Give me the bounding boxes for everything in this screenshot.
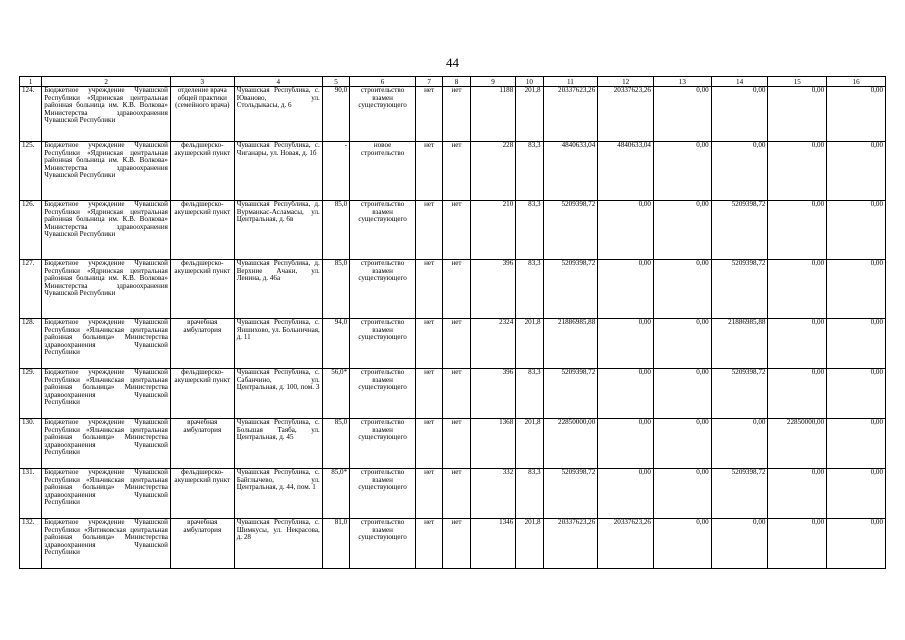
col-8-value: нет — [443, 87, 470, 142]
facility-type: врачебная амбулатория — [170, 419, 234, 469]
table-row — [20, 260, 886, 319]
row-number: 131. — [20, 469, 42, 519]
col-12-value: 0,00 — [598, 319, 654, 369]
area-value: 85,0* — [322, 469, 349, 519]
table-row — [20, 87, 886, 142]
col-8-value: нет — [443, 369, 470, 419]
work-type: новое строительство — [350, 142, 416, 201]
work-type: строительство взамен существующего — [350, 519, 416, 569]
col-11-value: 20337623,26 — [543, 519, 598, 569]
page-number: 44 — [446, 55, 459, 70]
col-15-value: 0,00 — [768, 201, 827, 260]
area-value: 90,0 — [322, 87, 349, 142]
column-header: 16 — [827, 77, 886, 87]
col-12-value: 20337623,26 — [598, 519, 654, 569]
col-7-value: нет — [415, 369, 442, 419]
col-13-value: 0,00 — [653, 319, 711, 369]
row-number: 128. — [20, 319, 42, 369]
col-16-value: 0,00 — [827, 519, 886, 569]
col-9-value: 1368 — [470, 419, 516, 469]
col-11-value: 5209398,72 — [543, 369, 598, 419]
col-7-value: нет — [415, 260, 442, 319]
facility-address: Чувашская Республика, с. Сабанчино, ул. Центральная, д. 100, пом. 3 — [234, 369, 322, 419]
col-9-value: 1346 — [470, 519, 516, 569]
col-15-value: 0,00 — [768, 319, 827, 369]
col-9-value: 396 — [470, 369, 516, 419]
col-7-value: нет — [415, 142, 442, 201]
col-11-value: 5209398,72 — [543, 469, 598, 519]
facility-type: фельдшерско-акушерский пункт — [170, 260, 234, 319]
col-13-value: 0,00 — [653, 87, 711, 142]
col-13-value: 0,00 — [653, 142, 711, 201]
col-12-value: 20337623,26 — [598, 87, 654, 142]
work-type: строительство взамен существующего — [350, 319, 416, 369]
col-9-value: 1188 — [470, 87, 516, 142]
col-15-value: 0,00 — [768, 469, 827, 519]
facility-type: врачебная амбулатория — [170, 519, 234, 569]
table-row — [20, 319, 886, 369]
area-value: 94,0 — [322, 319, 349, 369]
col-14-value: 21886985,88 — [711, 319, 768, 369]
col-13-value: 0,00 — [653, 519, 711, 569]
col-12-value: 0,00 — [598, 469, 654, 519]
col-7-value: нет — [415, 319, 442, 369]
col-13-value: 0,00 — [653, 469, 711, 519]
row-number: 129. — [20, 369, 42, 419]
col-14-value: 5209398,72 — [711, 469, 768, 519]
col-12-value: 0,00 — [598, 201, 654, 260]
col-14-value: 5209398,72 — [711, 369, 768, 419]
col-16-value: 0,00 — [827, 260, 886, 319]
row-number: 125. — [20, 142, 42, 201]
organization-name: Бюджетное учреждение Чувашской Республики «Ядринская центральная районная больница им. К.В. Волкова» Министерства здравоохранения Чувашской Республики — [42, 201, 171, 260]
row-number: 130. — [20, 419, 42, 469]
area-value: 85,0 — [322, 201, 349, 260]
column-header: 10 — [516, 77, 543, 87]
work-type: строительство взамен существующего — [350, 201, 416, 260]
col-8-value: нет — [443, 319, 470, 369]
col-10-value: 201,8 — [516, 319, 543, 369]
col-11-value: 21886985,88 — [543, 319, 598, 369]
col-13-value: 0,00 — [653, 260, 711, 319]
organization-name: Бюджетное учреждение Чувашской Республики «Ядринская центральная районная больница им. К.В. Волкова» Министерства здравоохранения Чувашской Республики — [42, 87, 171, 142]
column-header: 7 — [415, 77, 442, 87]
col-11-value: 5209398,72 — [543, 201, 598, 260]
col-10-value: 83,3 — [516, 260, 543, 319]
col-10-value: 83,3 — [516, 369, 543, 419]
facility-type: фельдшерско-акушерский пункт — [170, 142, 234, 201]
row-number: 127. — [20, 260, 42, 319]
column-header: 13 — [653, 77, 711, 87]
row-number: 132. — [20, 519, 42, 569]
area-value: 85,0 — [322, 260, 349, 319]
organization-name: Бюджетное учреждение Чувашской Республики «Ядринская центральная районная больница им. К.В. Волкова» Министерства здравоохранения Чувашской Республики — [42, 260, 171, 319]
col-14-value: 0,00 — [711, 519, 768, 569]
col-7-value: нет — [415, 419, 442, 469]
col-8-value: нет — [443, 260, 470, 319]
table-row — [20, 419, 886, 469]
col-10-value: 201,8 — [516, 519, 543, 569]
facility-address: Чувашская Республика, с. Чиганары, ул. Новая, д. 1б — [234, 142, 322, 201]
facility-address: Чувашская Республика, д. Верхние Ачаки, ул. Ленина, д. 46а — [234, 260, 322, 319]
col-10-value: 83,3 — [516, 201, 543, 260]
col-9-value: 2324 — [470, 319, 516, 369]
work-type: строительство взамен существующего — [350, 260, 416, 319]
facility-type: отделение врача общей практики (семейного врача) — [170, 87, 234, 142]
work-type: строительство взамен существующего — [350, 369, 416, 419]
work-type: строительство взамен существующего — [350, 469, 416, 519]
work-type: строительство взамен существующего — [350, 87, 416, 142]
facility-address: Чувашская Республика, с. Большая Таяба, ул. Центральная, д. 45 — [234, 419, 322, 469]
table-row — [20, 142, 886, 201]
col-7-value: нет — [415, 519, 442, 569]
col-13-value: 0,00 — [653, 201, 711, 260]
area-value: 81,0 — [322, 519, 349, 569]
table-row — [20, 469, 886, 519]
col-10-value: 201,8 — [516, 419, 543, 469]
col-16-value: 0,00 — [827, 419, 886, 469]
col-15-value: 0,00 — [768, 260, 827, 319]
col-10-value: 201,8 — [516, 87, 543, 142]
col-11-value: 4840633,04 — [543, 142, 598, 201]
table-row — [20, 201, 886, 260]
row-number: 124. — [20, 87, 42, 142]
col-13-value: 0,00 — [653, 419, 711, 469]
facility-address: Чувашская Республика, с. Шимкусы, ул. Некрасова, д. 28 — [234, 519, 322, 569]
table-row — [20, 369, 886, 419]
col-12-value: 0,00 — [598, 369, 654, 419]
area-value: - — [322, 142, 349, 201]
organization-name: Бюджетное учреждение Чувашской Республики «Яльчикская центральная районная больница» Министерства здравоохранения Чувашской Республики — [42, 369, 171, 419]
column-header: 15 — [768, 77, 827, 87]
col-16-value: 0,00 — [827, 319, 886, 369]
organization-name: Бюджетное учреждение Чувашской Республики «Янтиковская центральная районная больница» Министерства здравоохранения Чувашской Республики — [42, 519, 171, 569]
column-header: 6 — [350, 77, 416, 87]
column-header: 8 — [443, 77, 470, 87]
column-header: 12 — [598, 77, 654, 87]
col-16-value: 0,00 — [827, 142, 886, 201]
work-type: строительство взамен существующего — [350, 419, 416, 469]
col-8-value: нет — [443, 469, 470, 519]
col-14-value: 5209398,72 — [711, 260, 768, 319]
col-8-value: нет — [443, 201, 470, 260]
organization-name: Бюджетное учреждение Чувашской Республики «Яльчикская центральная районная больница» Министерства здравоохранения Чувашской Республики — [42, 319, 171, 369]
col-8-value: нет — [443, 142, 470, 201]
row-number: 126. — [20, 201, 42, 260]
facility-address: Чувашская Республика, с. Яншихово, ул. Больничная, д. 11 — [234, 319, 322, 369]
col-7-value: нет — [415, 87, 442, 142]
column-header: 9 — [470, 77, 516, 87]
col-13-value: 0,00 — [653, 369, 711, 419]
col-10-value: 83,3 — [516, 142, 543, 201]
col-9-value: 210 — [470, 201, 516, 260]
column-header: 1 — [20, 77, 42, 87]
col-16-value: 0,00 — [827, 87, 886, 142]
col-15-value: 0,00 — [768, 519, 827, 569]
col-11-value: 22850000,00 — [543, 419, 598, 469]
organization-name: Бюджетное учреждение Чувашской Республики «Яльчикская центральная районная больница» Министерства здравоохранения Чувашской Республики — [42, 419, 171, 469]
organization-name: Бюджетное учреждение Чувашской Республики «Ядринская центральная районная больница им. К.В. Волкова» Министерства здравоохранения Чувашской Республики — [42, 142, 171, 201]
table-row — [20, 519, 886, 569]
facility-type: врачебная амбулатория — [170, 319, 234, 369]
col-12-value: 4840633,04 — [598, 142, 654, 201]
col-9-value: 228 — [470, 142, 516, 201]
col-14-value: 0,00 — [711, 87, 768, 142]
col-15-value: 0,00 — [768, 87, 827, 142]
col-16-value: 0,00 — [827, 469, 886, 519]
col-9-value: 396 — [470, 260, 516, 319]
col-14-value: 0,00 — [711, 419, 768, 469]
col-11-value: 20337623,26 — [543, 87, 598, 142]
col-11-value: 5209398,72 — [543, 260, 598, 319]
col-8-value: нет — [443, 519, 470, 569]
col-7-value: нет — [415, 201, 442, 260]
column-number-row — [20, 77, 886, 87]
col-16-value: 0,00 — [827, 201, 886, 260]
col-8-value: нет — [443, 419, 470, 469]
facility-type: фельдшерско-акушерский пункт — [170, 369, 234, 419]
column-header: 14 — [711, 77, 768, 87]
column-header: 5 — [322, 77, 349, 87]
area-value: 85,0 — [322, 419, 349, 469]
col-14-value: 5209398,72 — [711, 201, 768, 260]
facility-type: фельдшерско-акушерский пункт — [170, 201, 234, 260]
column-header: 2 — [42, 77, 171, 87]
facility-type: фельдшерско-акушерский пункт — [170, 469, 234, 519]
col-14-value: 0,00 — [711, 142, 768, 201]
col-12-value: 0,00 — [598, 260, 654, 319]
organization-name: Бюджетное учреждение Чувашской Республики «Яльчикская центральная районная больница» Министерства здравоохранения Чувашской Республики — [42, 469, 171, 519]
col-15-value: 0,00 — [768, 142, 827, 201]
col-10-value: 83,3 — [516, 469, 543, 519]
facility-table — [19, 76, 886, 569]
col-15-value: 0,00 — [768, 369, 827, 419]
facility-address: Чувашская Республика, д. Вурманкас-Асламасы, ул. Центральная, д. 6в — [234, 201, 322, 260]
col-12-value: 0,00 — [598, 419, 654, 469]
area-value: 56,0* — [322, 369, 349, 419]
col-9-value: 332 — [470, 469, 516, 519]
column-header: 4 — [234, 77, 322, 87]
col-16-value: 0,00 — [827, 369, 886, 419]
facility-address: Чувашская Республика, с. Юваново, ул. Стольдыкасы, д. 6 — [234, 87, 322, 142]
facility-address: Чувашская Республика, с. Байглычево, ул. Центральная, д. 44, пом. 1 — [234, 469, 322, 519]
col-15-value: 22850000,00 — [768, 419, 827, 469]
col-7-value: нет — [415, 469, 442, 519]
column-header: 11 — [543, 77, 598, 87]
column-header: 3 — [170, 77, 234, 87]
